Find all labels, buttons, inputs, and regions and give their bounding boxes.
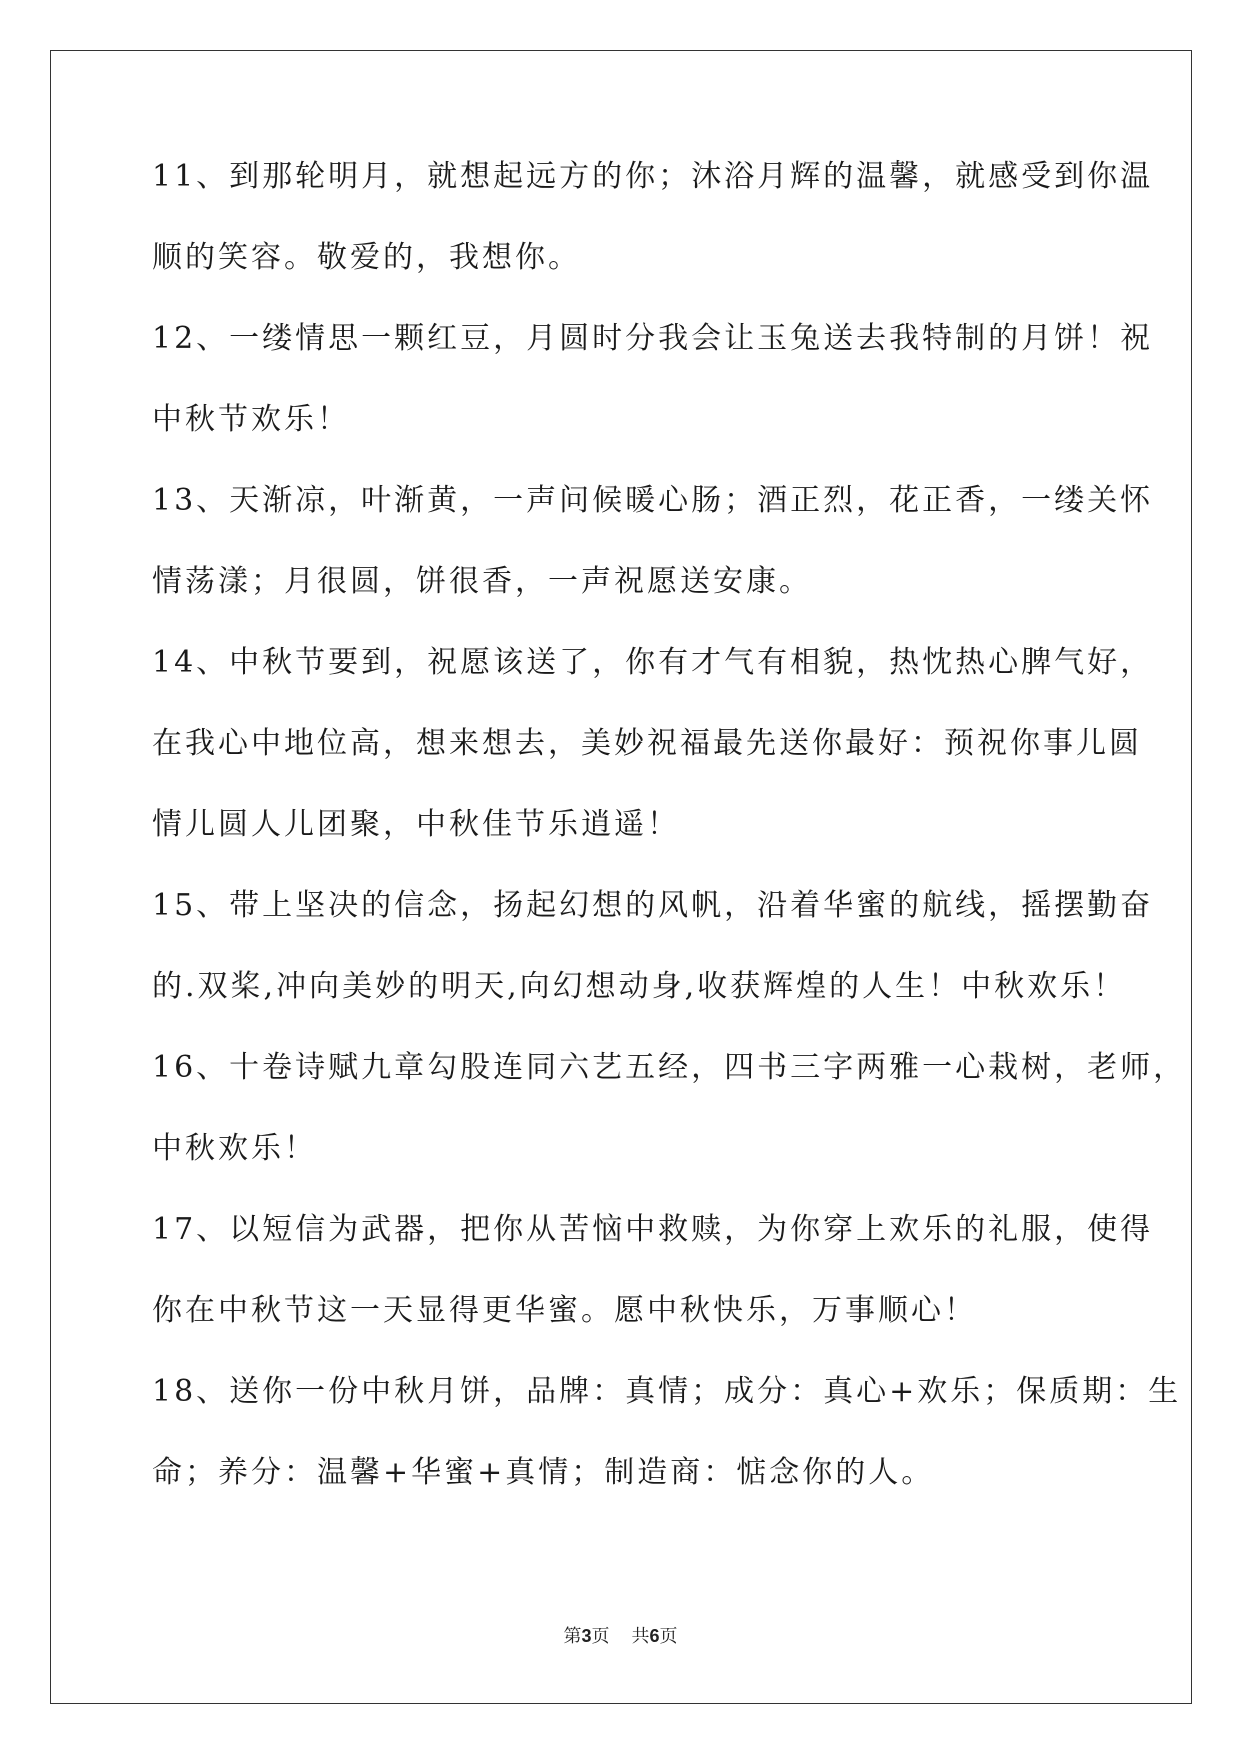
total-suffix: 页: [659, 1626, 678, 1647]
text-line: 中秋欢乐！: [152, 1131, 317, 1166]
text-line: 14、中秋节要到，祝愿该送了，你有才气有相貌，热忱热心脾气好，: [152, 645, 1154, 680]
text-line: 顺的笑容。敬爱的，我想你。: [152, 240, 581, 275]
text-line: 12、一缕情思一颗红豆，月圆时分我会让玉兔送去我特制的月饼！祝: [152, 321, 1154, 356]
text-line: 情荡漾；月很圆，饼很香，一声祝愿送安康。: [152, 564, 812, 599]
text-line: 17、以短信为武器，把你从苦恼中救赎，为你穿上欢乐的礼服，使得: [152, 1212, 1154, 1247]
text-line: 中秋节欢乐！: [152, 402, 350, 437]
document-body: [152, 159, 1187, 1537]
page-suffix: 页: [591, 1626, 610, 1647]
page-footer: [0, 1622, 1241, 1648]
total-prefix: 共: [631, 1626, 650, 1647]
text-line: 命；养分：温馨+华蜜+真情；制造商：惦念你的人。: [152, 1455, 935, 1490]
text-line: 16、十卷诗赋九章勾股连同六艺五经，四书三字两雅一心栽树，老师，: [152, 1050, 1187, 1085]
text-line: 11、到那轮明月，就想起远方的你；沐浴月辉的温馨，就感受到你温: [152, 159, 1154, 194]
page-number: 3: [581, 1626, 592, 1646]
text-line: 13、天渐凉，叶渐黄，一声问候暖心肠；酒正烈，花正香，一缕关怀: [152, 483, 1154, 518]
page-prefix: 第: [563, 1626, 582, 1647]
total-pages: 6: [649, 1626, 660, 1646]
text-line: 情儿圆人儿团聚，中秋佳节乐逍遥！: [152, 807, 680, 842]
text-line: 15、带上坚决的信念，扬起幻想的风帆，沿着华蜜的航线，摇摆勤奋: [152, 888, 1154, 923]
text-line: 你在中秋节这一天显得更华蜜。愿中秋快乐，万事顺心！: [152, 1293, 977, 1328]
text-line: 18、送你一份中秋月饼，品牌：真情；成分：真心+欢乐；保质期：生: [152, 1374, 1182, 1409]
text-line: 在我心中地位高，想来想去，美妙祝福最先送你最好：预祝你事儿圆: [152, 726, 1142, 761]
text-line: 的.双桨,冲向美妙的明天,向幻想动身,收获辉煌的人生！中秋欢乐！: [152, 969, 1127, 1004]
